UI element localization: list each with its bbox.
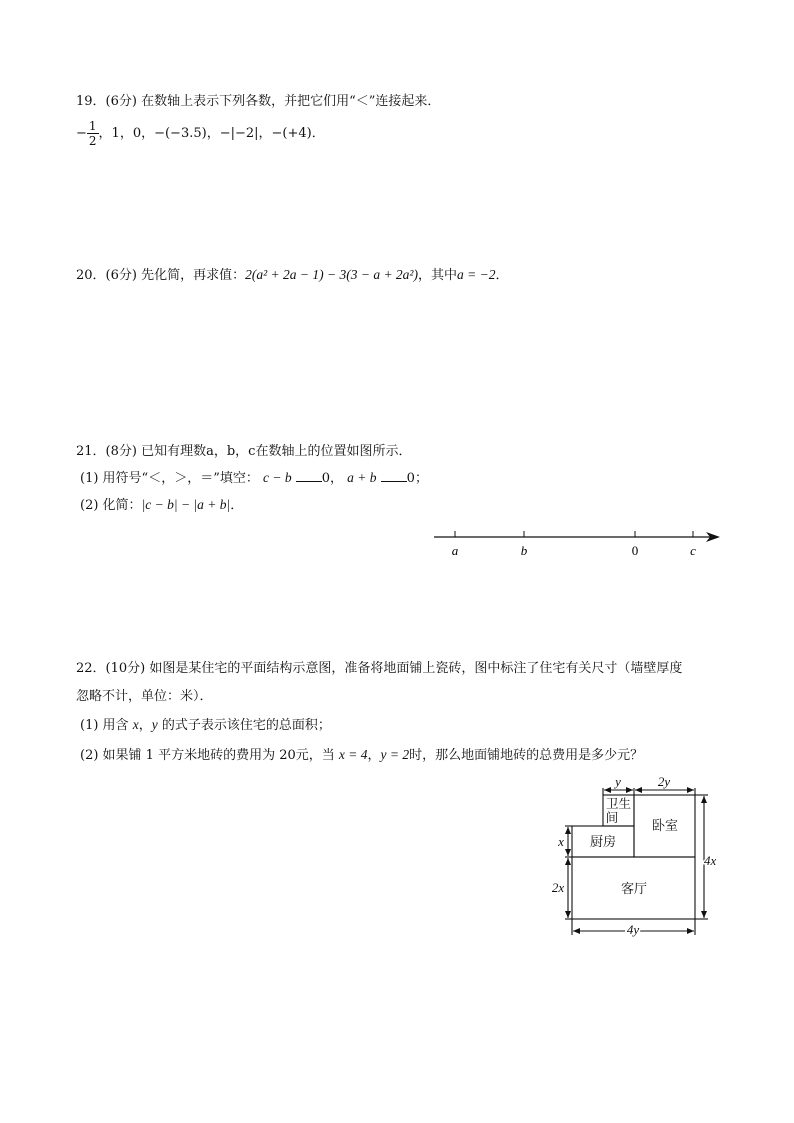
q19-neg-sign: − [76,126,87,141]
q19-number-list: ，1，0，−(−3.5)，−|−2|，−(+4)． [98,126,325,141]
q19-title: 19．(6分) 在数轴上表示下列各数，并把它们用“＜”连接起来． [76,94,441,109]
q22-var-x: x [132,717,139,732]
q22-part1-suffix: 的式子表示该住宅的总面积； [161,718,331,733]
q22-part2-prefix: (2) 如果铺 1 平方米地砖的费用为 20元，当 [80,748,335,763]
q21-part2-expression: |c − b| − |a + b| [141,497,231,512]
q22-comma: ， [138,718,152,733]
label-c: c [690,543,696,558]
label-a: a [451,543,459,558]
dim-label-4x: 4x [704,853,717,868]
q20-prefix: 20．(6分) 先化简，再求值： [76,268,246,283]
q22-line1: 22．(10分) 如图是某住宅的平面结构示意图，准备将地面铺上瓷砖，图中标注了住宅有关尺寸（墙壁厚度 [76,661,683,676]
q21-zero-1: 0， [321,471,344,486]
q20-text [76,266,509,285]
room-label-bathroom-1: 卫生 [605,797,632,811]
room-label-bathroom-2: 间 [605,811,619,825]
q21-part2-prompt: (2) 化简： [80,498,142,513]
q20-expression: 2(a² + 2a − 1) − 3(3 − a + 2a²) [245,267,418,282]
q21-part1-prompt: (1) 用符号“＜，＞，＝”填空： [80,471,259,486]
q22-part1 [80,716,331,735]
dim-label-y: y [615,774,621,789]
q20-condition: a = −2 [457,267,496,282]
q19-numbers [76,119,325,148]
q22-var-y: y [151,717,158,732]
room-bathroom [603,795,634,826]
room-label-kitchen: 厨房 [589,834,617,849]
label-0: 0 [631,543,639,558]
q22-line2: 忽略不计，单位：米）． [76,689,213,704]
q21-title: 21．(8分) 已知有理数a，b，c在数轴上的位置如图所示． [76,444,412,459]
room-bedroom [634,795,695,857]
q19-fraction: $\frac{1}{2}$ [88,119,97,148]
q20-mid: ，其中 [417,268,457,283]
dim-label-2y: 2y [657,774,671,789]
room-label-bedroom: 卧室 [651,818,679,833]
q21-blank-1[interactable] [296,469,322,482]
q21-part2-end: ． [230,498,244,513]
room-label-living: 客厅 [620,881,648,896]
q22-part1-prefix: (1) 用含 [80,718,129,733]
room-kitchen [572,826,634,857]
number-line-arrow [706,532,720,542]
q21-expr-c-minus-b: c − b [262,470,292,485]
q22-part2 [80,746,643,765]
dim-label-4y: 4y [626,922,640,937]
q21-zero-2: 0； [406,471,428,486]
q20-end: ． [495,268,509,283]
label-b: b [520,543,528,558]
q22-cond-x: x = 4 [338,747,368,762]
dim-label-x: x [558,834,564,849]
q21-blank-2[interactable] [381,469,407,482]
room-living [572,857,695,919]
q21-part2 [80,496,243,515]
q21-part1 [80,469,428,488]
q21-expr-a-plus-b: a + b [347,470,377,485]
dim-label-2x: 2x [551,880,565,895]
q22-part2-suffix: 时，那么地面铺地砖的总费用是多少元？ [409,748,644,763]
q22-comma-2: ， [367,748,381,763]
q22-cond-y: y = 2 [380,747,410,762]
